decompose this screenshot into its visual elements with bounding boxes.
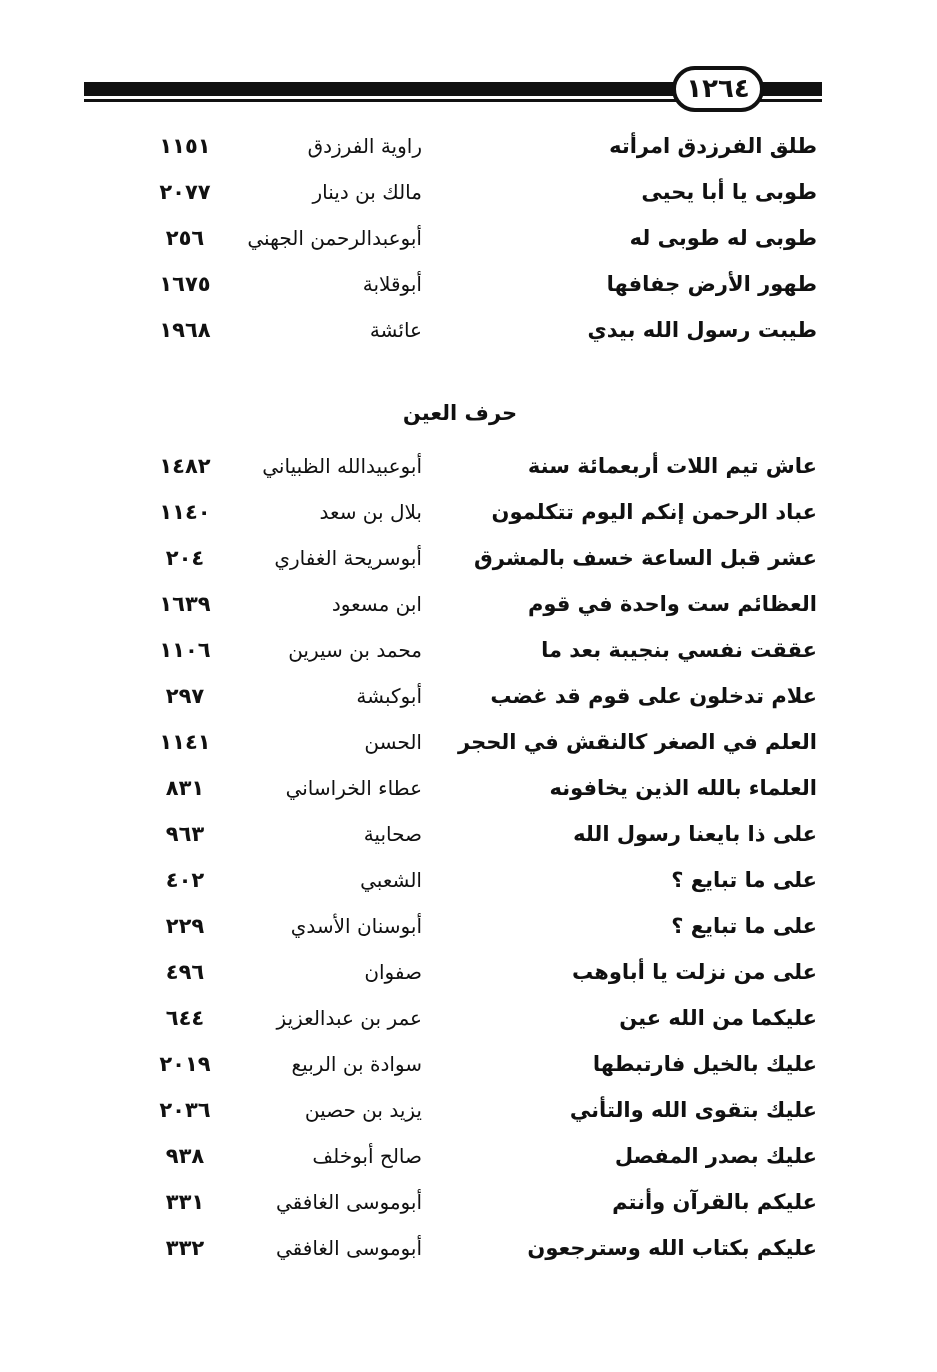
narrator-cell: بلال بن سعد [319,500,422,524]
number-cell: ١٦٧٥ [159,272,211,296]
phrase-cell: عشر قبل الساعة خسف بالمشرق [474,546,817,570]
number-cell: ٢٥٦ [165,226,205,250]
table-row [0,906,937,946]
narrator-cell: ابن مسعود [331,592,422,616]
phrase-cell: العظائم ست واحدة في قوم [528,592,817,616]
table-row [0,538,937,578]
narrator-cell: أبوعبيدالله الظبياني [262,454,422,478]
phrase-cell: عليك بتقوى الله والتأني [569,1098,817,1122]
table-row [0,676,937,716]
table-row [0,218,937,258]
number-cell: ٢٠١٩ [159,1052,211,1076]
table-row [0,310,937,350]
narrator-cell: سوادة بن الربيع [291,1052,422,1076]
number-cell: ٢٠٤ [165,546,205,570]
number-cell: ٤٠٢ [165,868,205,892]
narrator-cell: الشعبي [360,868,422,892]
phrase-cell: العلماء بالله الذين يخافونه [549,776,817,800]
phrase-cell: عاش تيم اللات أربعمائة سنة [527,454,817,478]
number-cell: ٢٢٩ [165,914,205,938]
phrase-cell: على من نزلت يا أباوهب [572,960,817,984]
number-cell: ٩٦٣ [165,822,205,846]
number-cell: ١١٤١ [159,730,211,754]
phrase-cell: عليكم بكتاب الله وسترجعون [527,1236,817,1260]
number-cell: ١٤٨٢ [159,454,211,478]
narrator-cell: أبوموسى الغافقي [275,1190,422,1214]
narrator-cell: صالح أبوخلف [312,1144,422,1168]
narrator-cell: راوية الفرزدق [307,134,422,158]
table-row [0,1044,937,1084]
table-row [0,1228,937,1268]
phrase-cell: طيبت رسول الله بيدي [587,318,817,342]
narrator-cell: أبوكبشة [356,684,422,708]
page-number: ١٢٦٤ [672,66,764,112]
table-row [0,952,937,992]
table-row [0,860,937,900]
narrator-cell: أبوسريحة الغفاري [274,546,422,570]
table-row [0,722,937,762]
table-row [0,172,937,212]
narrator-cell: أبوموسى الغافقي [275,1236,422,1260]
phrase-cell: العلم في الصغر كالنقش في الحجر [458,730,817,754]
section-heading: حرف العين [402,401,518,425]
phrase-cell: عليك بصدر المفصل [614,1144,817,1168]
table-row [0,126,937,166]
number-cell: ٢٠٣٦ [159,1098,211,1122]
narrator-cell: صحابية [363,822,422,846]
phrase-cell: طلق الفرزدق امرأته [609,134,817,158]
table-row [0,1136,937,1176]
table-row [0,768,937,808]
narrator-cell: أبوسنان الأسدي [290,914,422,938]
table-row [0,584,937,624]
narrator-cell: أبوقلابة [362,272,422,296]
table-row [0,814,937,854]
number-cell: ٣٣١ [165,1190,205,1214]
narrator-cell: الحسن [364,730,422,754]
narrator-cell: يزيد بن حصين [304,1098,422,1122]
number-cell: ٩٣٨ [165,1144,205,1168]
phrase-cell: على ما تبايع ؟ [671,868,817,892]
phrase-cell: طوبى يا أبا يحيى [641,180,817,204]
narrator-cell: صفوان [364,960,422,984]
table-row [0,998,937,1038]
number-cell: ١١٥١ [159,134,211,158]
number-cell: ١٩٦٨ [159,318,211,342]
number-cell: ٢٩٧ [165,684,205,708]
phrase-cell: طهور الأرض جفافها [606,272,817,296]
number-cell: ٦٤٤ [165,1006,205,1030]
narrator-cell: عمر بن عبدالعزيز [276,1006,422,1030]
number-cell: ١١٠٦ [159,638,211,662]
number-cell: ٤٩٦ [165,960,205,984]
table-row [0,264,937,304]
table-row [0,630,937,670]
phrase-cell: على ذا بايعنا رسول الله [573,822,817,846]
phrase-cell: عققت نفسي بنجيبة بعد ما [541,638,817,662]
table-row [0,446,937,486]
number-cell: ٨٣١ [165,776,205,800]
number-cell: ١١٤٠ [159,500,211,524]
phrase-cell: طوبى له طوبى له [629,226,817,250]
narrator-cell: مالك بن دينار [312,180,422,204]
narrator-cell: محمد بن سيرين [288,638,422,662]
table-row [0,1182,937,1222]
phrase-cell: عباد الرحمن إنكم اليوم تتكلمون [491,500,817,524]
narrator-cell: عائشة [369,318,422,342]
phrase-cell: على ما تبايع ؟ [671,914,817,938]
narrator-cell: عطاء الخراساني [285,776,422,800]
number-cell: ٢٠٧٧ [159,180,211,204]
table-row [0,1090,937,1130]
phrase-cell: عليك بالخيل فارتبطها [592,1052,817,1076]
number-cell: ١٦٣٩ [159,592,211,616]
phrase-cell: عليكم بالقرآن وأنتم [612,1190,817,1214]
phrase-cell: علام تدخلون على قوم قد غضب [490,684,817,708]
number-cell: ٣٣٢ [165,1236,205,1260]
phrase-cell: عليكما من الله عين [619,1006,817,1030]
table-row [0,492,937,532]
narrator-cell: أبوعبدالرحمن الجهني [247,226,422,250]
